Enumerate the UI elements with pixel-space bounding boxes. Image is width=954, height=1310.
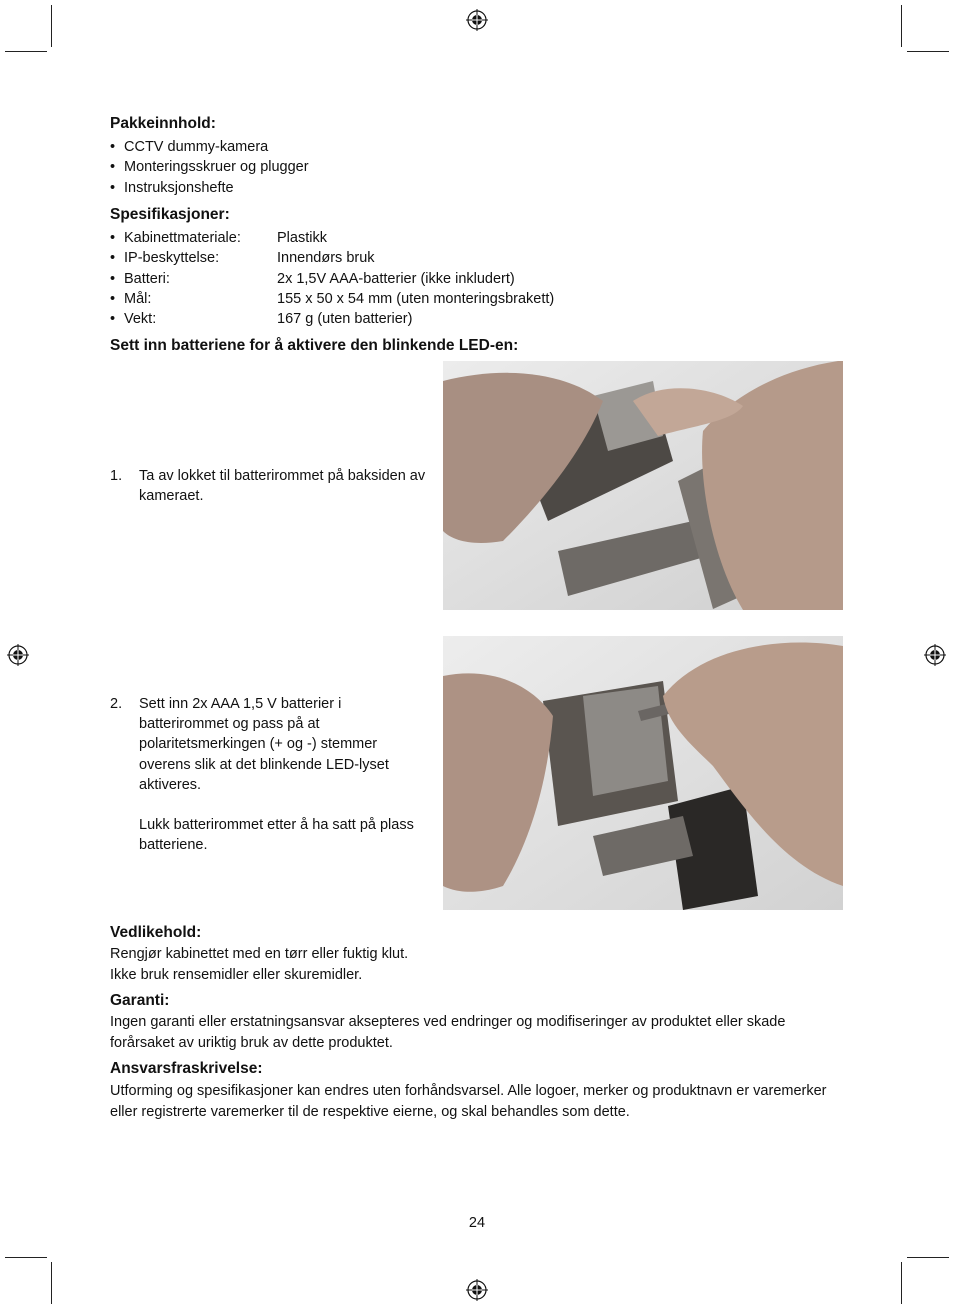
list-item: • Instruksjonshefte [110,179,234,196]
battery-step-2: 2. Sett inn 2x AAA 1,5 V batterier i batterirommet og pass på at polaritetsmerkingen (+ og -) stemmer overens slik at det blinkende LED-lyset aktiveres. Lukk batterirommet etter å ha satt på plass batteriene. [110,694,430,856]
crop-mark [907,1257,949,1258]
crop-mark [5,51,47,52]
battery-heading: Sett inn batteriene for å aktivere den blinkende LED-en: [110,337,519,354]
maintenance-line: Ikke bruk rensemidler eller skuremidler. [110,966,363,983]
list-item: • CCTV dummy-kamera [110,139,269,155]
package-heading: Pakkeinnhold: [110,115,216,132]
specs-list [110,228,554,329]
specs-heading: Spesifikasjoner: [110,206,230,223]
spec-row: • Batteri: 2x 1,5V AAA-batterier (ikke inkludert) [110,270,515,287]
crop-mark [51,5,52,47]
battery-cover-photo [443,361,843,610]
battery-insert-photo [443,636,843,910]
spec-row: • Vekt: 167 g (uten batterier) [110,311,413,328]
disclaimer-text: Utforming og spesifikasjoner kan endres uten forhåndsvarsel. Alle logoer, merker og produktnavn er varemerker eller registrerte varemerker til de respektive eierne, og skal behandles som dette. [110,1083,827,1120]
maintenance-heading: Vedlikehold: [110,924,202,941]
crop-mark [901,1262,902,1304]
crop-mark [901,5,902,47]
list-item: • Monteringsskruer og plugger [110,159,309,176]
package-list [110,137,309,198]
spec-row: • Mål: 155 x 50 x 54 mm (uten monteringsbrakett) [110,290,555,307]
registration-mark-icon [466,9,488,31]
registration-mark-icon [7,644,29,666]
disclaimer-heading: Ansvarsfraskrivelse: [110,1060,263,1077]
page-number: 24 [468,1215,486,1231]
warranty-text: Ingen garanti eller erstatningsansvar aksepteres ved endringer og modifiseringer av produktet eller skade forårsaket av uriktig bruk av dette produktet. [110,1014,786,1051]
step-note: Lukk batterirommet etter å ha satt på plass batteriene. [139,817,414,854]
spec-row: • IP-beskyttelse: Innendørs bruk [110,250,375,267]
battery-step-1: 1. Ta av lokket til batterirommet på baksiden av kameraet. [110,466,430,506]
registration-mark-icon [924,644,946,666]
registration-mark-icon [466,1279,488,1301]
crop-mark [51,1262,52,1304]
spec-row: • Kabinettmateriale: Plastikk [110,230,327,246]
step-text: Ta av lokket til batterirommet på baksiden av kameraet. [139,468,426,505]
crop-mark [5,1257,47,1258]
warranty-heading: Garanti: [110,992,170,1009]
maintenance-line: Rengjør kabinettet med en tørr eller fuktig klut. [110,946,409,962]
crop-mark [907,51,949,52]
step-text: Sett inn 2x AAA 1,5 V batterier i batterirommet og pass på at polaritetsmerkingen (+ og -) stemmer overens slik at det blinkende LED-lyset aktiveres. [139,696,389,793]
